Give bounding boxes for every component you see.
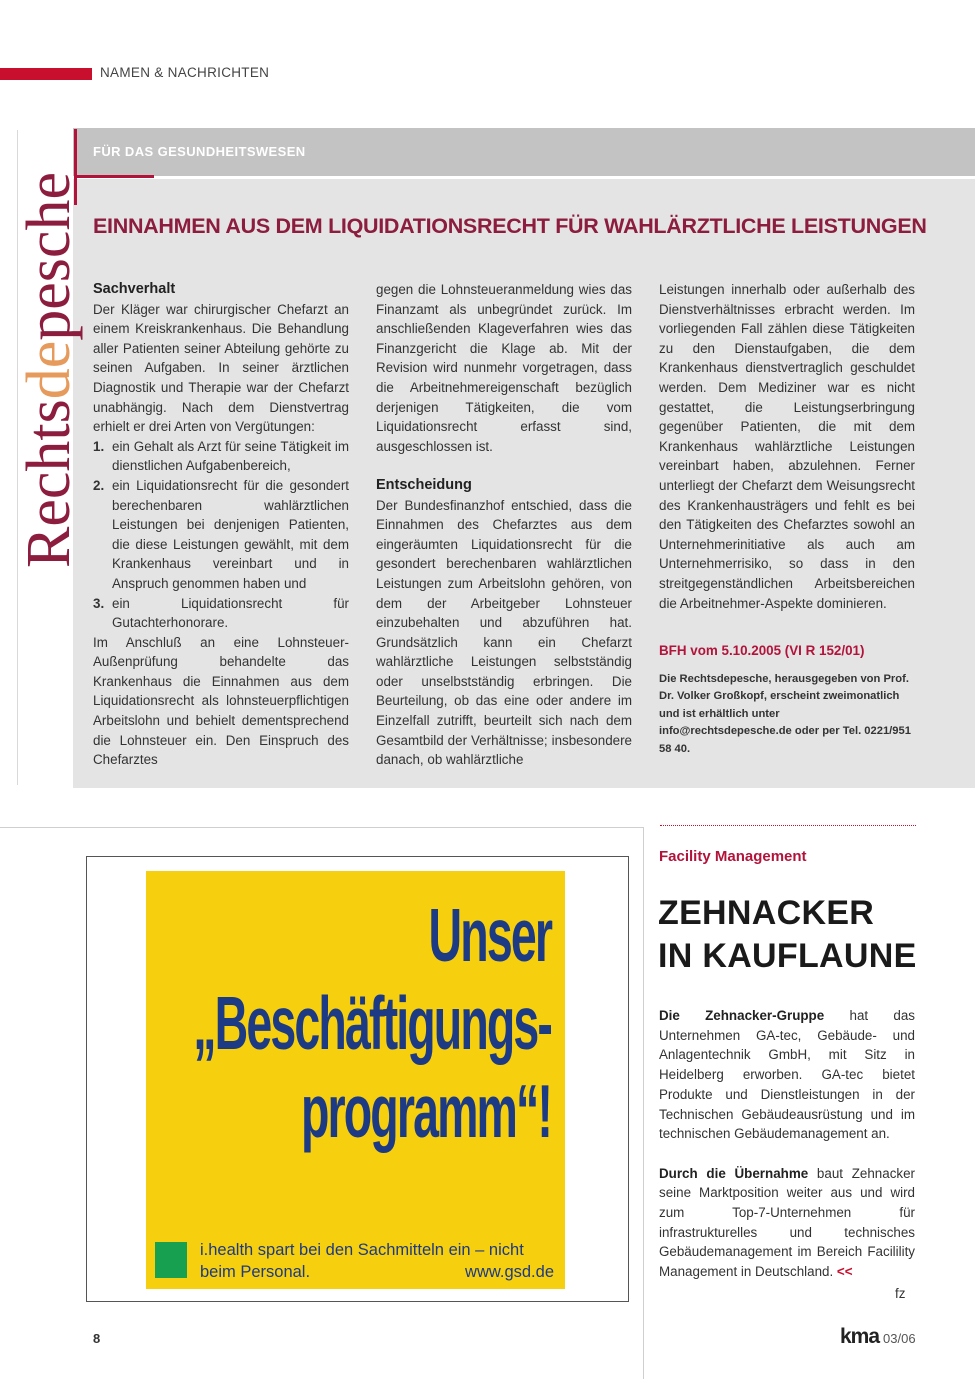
logo-text-de: de <box>15 340 83 400</box>
list-item <box>93 437 349 476</box>
compensation-list <box>93 437 349 633</box>
ad-frame-top <box>0 827 643 828</box>
news-headline <box>658 892 917 978</box>
news-body <box>659 1006 915 1282</box>
court-ruling-reference: BFH vom 5.10.2005 (VI R 152/01) <box>659 643 865 659</box>
ad-copy-line: i.health spart bei den Sachmitteln ein – nicht <box>200 1241 524 1259</box>
advertisement[interactable] <box>146 871 565 1289</box>
list-item <box>93 594 349 633</box>
list-number: 1. <box>93 438 105 454</box>
paragraph-text: hat das Unternehmen GA-tec, Gebäude- und Anlagentechnik GmbH, mit Sitz in Heidelberg erworben. GA-tec bietet Produkte und Dienstleistungen in der Technischen Gebäudeausrüstung und im technischen Gebäudemanagement an. <box>659 1008 915 1142</box>
list-text: ein Liquidationsrecht für die gesondert berechenbaren wahlärztlichen Leistungen bei denjenigen Patienten, die diese Leistungen gewählt, mit dem Krankenhaus vereinbart und in Anspruch genommen haben und <box>112 477 349 591</box>
ihealth-logo-square <box>155 1242 187 1278</box>
ad-website-link[interactable]: www.gsd.de <box>465 1263 554 1281</box>
list-text: ein Liquidationsrecht für Gutachterhonorare. <box>112 595 349 631</box>
headline-line: ZEHNACKER <box>658 894 875 932</box>
logo-text-pesche: pesche <box>15 172 83 341</box>
paragraph-text: baut Zehnacker seine Marktposition weiter aus und wird zum Top-7-Unternehmen für infrastrukturelles und technisches Gebäudemanagement im Bereich Facilility Management in Deutschland. <box>659 1165 915 1280</box>
news-paragraph <box>659 1164 915 1282</box>
list-number: 2. <box>93 477 105 493</box>
column-divider <box>643 827 644 1379</box>
headline-line: IN KAUFLAUNE <box>658 937 917 975</box>
page-number: 8 <box>93 1331 101 1346</box>
list-number: 3. <box>93 595 105 611</box>
col3-text: Leistungen innerhalb oder außerhalb des Dienstverhältnisses erbracht werden. Im vorliegenden Fall zählen diese Tätigkeiten zu den Dienstaufgaben, die dem Krankenhaus dienstvertraglich geschuldet werden. Dem Mediziner war es nicht gestattet, die Leistungserbringung gegenüber Patienten, die mit dem Krankenhaus wahlärztliche Leistungen vereinbart haben, abzulehnen. Ferner unterliegt der Chefarzt dem Weisungsrecht des Krankenhausträgers und fehlt es bei den Tätigkeiten des Chefarztes sowohl an Unternehmerinitiative als auch am Unternehmerrisiko, so dass in den streitgegenständlichen Arbeitsbereichen die Arbeitnehmer-Aspekte dominieren. <box>659 282 915 611</box>
article-column-1 <box>93 280 349 770</box>
kma-logo: kma <box>840 1325 880 1348</box>
issue-number: 03/06 <box>883 1331 916 1346</box>
ad-headline-line: programm“! <box>300 1069 551 1153</box>
heading-sachverhalt: Sachverhalt <box>93 281 176 297</box>
list-text: ein Gehalt als Arzt für seine Tätigkeit im dienstlichen Aufgabenbereich, <box>112 438 349 474</box>
paragraph-lead: Die Zehnacker-Gruppe <box>659 1008 825 1023</box>
facts-intro: Der Kläger war chirurgischer Chefarzt an einem Kreiskrankenhaus. Die Behandlung aller Patienten seiner Abteilung gehörte zu seinen Aufgaben. In seiner ärztlichen Diagnostik und Therapie war der Chefarzt unabhängig. Nach dem Dienstvertrag erhielt er drei Arten von Vergütungen: <box>93 301 349 435</box>
article-column-3 <box>659 280 915 759</box>
facts-after: Im Anschluß an eine Lohnsteuer-Außenprüfung behandelte das Krankenhaus die Einnahmen aus dem Liquidationsrecht als lohnsteuerpflichtigen Arbeitslohn und behielt dementsprechend die Lohnsteuer ein. Den Einspruch des Chefarztes <box>93 634 349 768</box>
logo-accent-tick <box>74 175 154 178</box>
ad-copy <box>200 1239 554 1283</box>
paragraph-lead: Durch die Übernahme <box>659 1165 809 1181</box>
end-mark: << <box>836 1264 853 1280</box>
author-initials: fz <box>895 1286 906 1301</box>
section-label: NAMEN & NACHRICHTEN <box>100 65 270 80</box>
ad-headline <box>0 891 551 1155</box>
col2-continuation: gegen die Lohnsteueranmeldung wies das Finanzamt als unbegründet zurück. Im anschließenden Klageverfahren wies das Finanzgericht die Klage ab. Mit der Revision wird nunmehr vorgetragen, dass die Arbeitnehmereigenschaft bezüglich derjenigen Tätigkeiten, die vom Liquidationsrecht erfasst sind, ausgeschlossen ist. <box>376 282 632 454</box>
dotted-rule <box>660 825 916 826</box>
footer-brand <box>840 1325 916 1349</box>
panel-separator <box>73 176 975 179</box>
ad-copy-line: beim Personal. <box>200 1263 311 1281</box>
news-rubric: Facility Management <box>659 848 807 865</box>
logo-text-rechts: Rechts <box>15 399 83 568</box>
ad-headline-line: „Beschäftigungs- <box>193 981 551 1065</box>
heading-entscheidung: Entscheidung <box>376 476 472 493</box>
list-item <box>93 476 349 594</box>
rechtsdepesche-logo <box>15 172 83 568</box>
ad-headline-line: Unser <box>428 893 551 977</box>
header-accent-bar <box>0 68 92 80</box>
article-title: EINNAHMEN AUS DEM LIQUIDATIONSRECHT FÜR WAHLÄRZTLICHE LEISTUNGEN <box>93 214 927 238</box>
news-paragraph <box>659 1006 915 1144</box>
article-column-2 <box>376 280 632 770</box>
rechtsdepesche-kicker: FÜR DAS GESUNDHEITSWESEN <box>93 144 306 159</box>
publisher-note: Die Rechtsdepesche, herausgegeben von Prof. Dr. Volker Großkopf, erscheint zweimonatlich und ist erhältlich unter info@rechtsdepesche.de oder per Tel. 0221/951 58 40. <box>659 672 911 756</box>
decision-text: Der Bundesfinanzhof entschied, dass die Einnahmen des Chefarztes aus dem eingeräumten Liquidationsrecht für die gesondert berechenbaren wahlärztlichen Leistungen zum Arbeitslohn gehören, von dem der Arbeitgeber Lohnsteuer einzubehalten und abzuführen hat. Grundsätzlich kann ein Chefarzt wahlärztliche Leistungen selbstständig oder unselbstständig erbringen. Die Beurteilung, ob das eine oder andere im Einzelfall zutrifft, beurteilt sich nach dem Gesamtbild der Verhältnisse; insbesondere danach, ob wahlärztliche <box>376 497 632 768</box>
